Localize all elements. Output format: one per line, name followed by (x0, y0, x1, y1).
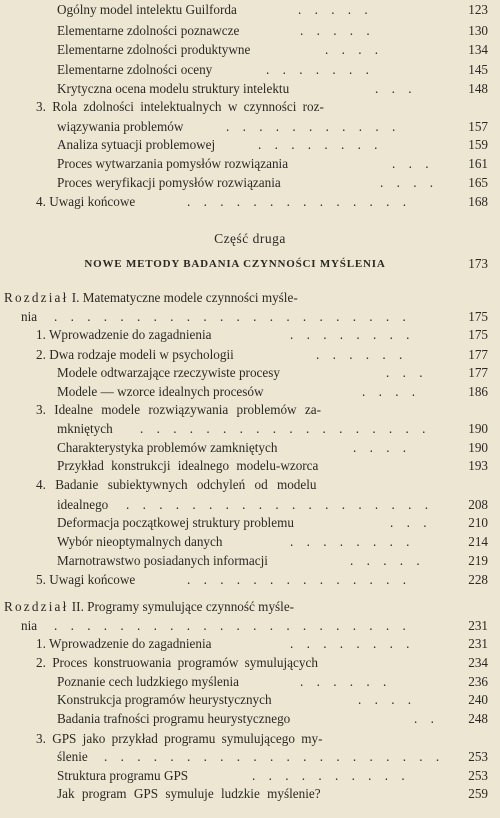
part-title: NOWE METODY BADANIA CZYNNOŚCI MYŚLENIA (84, 258, 386, 270)
toc-entry (0, 654, 500, 672)
chapter-heading-cont (0, 617, 500, 635)
toc-entry-title: Deformacja początkowej struktury problemu (57, 515, 294, 530)
toc-entry-title: ślenie (57, 749, 88, 764)
toc-entry-dots: . . . . . . . . . . . . . . . . . . . . . . (54, 618, 411, 633)
toc-entry-title: idealnego (57, 497, 109, 512)
chapter-prefix: Rozdział (4, 290, 69, 305)
toc-entry-page: 253 (468, 749, 488, 764)
toc-entry (0, 439, 500, 457)
toc-entry-dots: . . . . . . . . (290, 327, 415, 342)
toc-entry (0, 118, 500, 136)
toc-entry (0, 1, 500, 19)
toc-entry-page: 159 (468, 137, 488, 152)
toc-entry-dots: . . . . (380, 175, 439, 190)
toc-entry-page: 148 (468, 81, 488, 96)
toc-entry-page: 123 (468, 2, 488, 17)
toc-entry-dots: . . . . . . . . . . . (226, 119, 401, 134)
chapter-heading (0, 289, 500, 307)
toc-entry-dots: . . . . . . . (266, 62, 374, 77)
toc-entry-dots: . . . . . . . . (290, 636, 415, 651)
toc-entry-dots: . . . . . . . . . . . . . . . . . . (140, 421, 431, 436)
toc-entry (0, 155, 500, 173)
toc-entry-title: Wybór nieoptymalnych danych (57, 534, 223, 549)
toc-entry-title: Elementarne zdolności poznawcze (57, 23, 240, 38)
toc-entry-dots: . . . . . . . . . . (252, 768, 410, 783)
toc-entry-title: 3. Idealne modele rozwiązywania problemów za- (36, 402, 321, 417)
toc-entry (0, 730, 500, 748)
toc-entry-page: 190 (468, 440, 488, 455)
toc-entry-dots: . . . . . . (300, 674, 392, 689)
toc-entry-dots: . . . . . . . . . . . . . . . . . . . . . (104, 749, 445, 764)
toc-entry-title: 3. Rola zdolności intelektualnych w czynności roz- (36, 99, 324, 114)
toc-entry-title: wiązywania problemów (57, 119, 184, 134)
toc-entry-page: 186 (468, 384, 488, 399)
toc-entry (0, 80, 500, 98)
toc-entry-dots: . . . . . . . . . . . . . . (187, 572, 412, 587)
toc-entry (0, 22, 500, 40)
toc-entry-page: 165 (468, 175, 488, 190)
toc-entry-page: 145 (468, 62, 488, 77)
toc-entry (0, 476, 500, 494)
toc-entry-page: 161 (468, 156, 488, 171)
toc-entry (0, 174, 500, 192)
toc-entry-dots: . . . . (358, 692, 417, 707)
toc-entry (0, 514, 500, 532)
toc-entry (0, 785, 500, 803)
toc-entry-dots: . . . . (325, 42, 384, 57)
toc-entry-title: Proces wytwarzania pomysłów rozwiązania (57, 156, 289, 171)
toc-entry-title: Jak program GPS symuluje ludzkie myślenie? (57, 786, 321, 801)
chapter-title: II. Programy symulujące czynność myśle- (68, 599, 295, 614)
toc-entry-page: 130 (468, 23, 488, 38)
toc-entry-title: Modele — wzorce idealnych procesów (57, 384, 264, 399)
toc-entry-page: 175 (468, 309, 488, 324)
toc-entry (0, 346, 500, 364)
toc-entry-title: Elementarne zdolności produktywne (57, 42, 251, 57)
toc-entry-page: 175 (468, 327, 488, 342)
toc-entry (0, 364, 500, 382)
toc-entry-dots: . . . . . (350, 553, 425, 568)
toc-entry-dots: . . . . . . . . . . . . . . (187, 194, 412, 209)
chapter-title: I. Matematyczne modele czynności myśle- (68, 290, 298, 305)
toc-entry-page: 177 (468, 347, 488, 362)
toc-entry-dots: . . . (392, 156, 434, 171)
toc-entry-title: mkniętych (57, 421, 113, 436)
toc-entry-page: 231 (468, 636, 488, 651)
toc-entry-dots: . . . . . . (316, 347, 408, 362)
toc-entry-title: 1. Wprowadzenie do zagadnienia (36, 636, 212, 651)
toc-entry (0, 401, 500, 419)
toc-entry-page: 157 (468, 119, 488, 134)
toc-entry (0, 41, 500, 59)
toc-entry-title: 2. Proces konstruowania programów symulujących (36, 655, 318, 670)
toc-entry (0, 710, 500, 728)
toc-entry-title: Poznanie cech ludzkiego myślenia (57, 674, 239, 689)
toc-entry-title: Proces weryfikacji pomysłów rozwiązania (57, 175, 281, 190)
chapter-prefix: Rozdział (4, 599, 69, 614)
toc-entry-title: 4. Badanie subiektywnych odchyleń od modelu (36, 477, 317, 492)
toc-entry-title: Analiza sytuacji problemowej (57, 137, 216, 152)
toc-entry-title: Modele odtwarzające rzeczywiste procesy (57, 365, 280, 380)
toc-entry (0, 673, 500, 691)
toc-entry-dots: . . . (386, 365, 428, 380)
toc-entry-dots: . . . . (362, 384, 421, 399)
toc-entry-page: 231 (468, 618, 488, 633)
toc-entry-title: Struktura programu GPS (57, 768, 189, 783)
toc-entry-title: 5. Uwagi końcowe (36, 572, 136, 587)
toc-entry (0, 193, 500, 211)
toc-entry-page: 214 (468, 534, 488, 549)
toc-entry (0, 457, 500, 475)
toc-entry-page: 253 (468, 768, 488, 783)
toc-entry (0, 420, 500, 438)
toc-entry-dots: . . (414, 711, 439, 726)
toc-entry-title: Przykład konstrukcji idealnego modelu-wzorca (57, 458, 319, 473)
toc-entry-dots: . . . (375, 81, 417, 96)
toc-entry-page: 248 (468, 711, 488, 726)
chapter-title-cont: nia (21, 309, 38, 324)
chapter-title-cont: nia (21, 618, 38, 633)
toc-entry (0, 496, 500, 514)
toc-entry-page: 210 (468, 515, 488, 530)
toc-entry (0, 748, 500, 766)
toc-entry (0, 98, 500, 116)
toc-entry (0, 383, 500, 401)
toc-entry (0, 61, 500, 79)
toc-entry-dots: . . . . . . . . . . . . . . . . . . . . . . (54, 309, 411, 324)
toc-entry-dots: . . . . . (300, 23, 375, 38)
toc-entry (0, 571, 500, 589)
toc-entry-page: 240 (468, 692, 488, 707)
toc-entry-dots: . . . . . . . . (258, 137, 383, 152)
toc-entry-title: Konstrukcja programów heurystycznych (57, 692, 272, 707)
toc-entry (0, 552, 500, 570)
toc-entry-page: 193 (468, 458, 488, 473)
toc-entry-title: 3. GPS jako przykład programu symulującego my- (36, 731, 323, 746)
toc-entry (0, 326, 500, 344)
toc-entry-title: 2. Dwa rodzaje modeli w psychologii (36, 347, 234, 362)
toc-entry-page: 219 (468, 553, 488, 568)
chapter-heading (0, 598, 500, 616)
toc-entry (0, 533, 500, 551)
toc-entry-page: 190 (468, 421, 488, 436)
toc-entry-dots: . . . . . (298, 2, 373, 17)
toc-entry-dots: . . . (390, 515, 432, 530)
toc-entry-title: 4. Uwagi końcowe (36, 194, 136, 209)
toc-entry-page: 236 (468, 674, 488, 689)
toc-entry-page: 259 (468, 786, 488, 801)
toc-entry (0, 767, 500, 785)
toc-entry-title: Badania trafności programu heurystycznego (57, 711, 291, 726)
toc-entry-title: Marnotrawstwo posiadanych informacji (57, 553, 268, 568)
part-title-page: 173 (468, 256, 488, 271)
toc-entry-title: 1. Wprowadzenie do zagadnienia (36, 327, 212, 342)
toc-entry-dots: . . . . . . . . . . . . . . . . . . . (126, 497, 433, 512)
part-label: Część druga (214, 231, 286, 246)
toc-entry (0, 691, 500, 709)
toc-entry-dots: . . . . (353, 440, 412, 455)
toc-entry-dots: . . . . . . . . (290, 534, 415, 549)
toc-entry-page: 134 (468, 42, 488, 57)
toc-entry-page: 208 (468, 497, 488, 512)
chapter-heading-cont (0, 308, 500, 326)
toc-entry-page: 234 (468, 655, 488, 670)
toc-entry (0, 136, 500, 154)
toc-entry-title: Charakterystyka problemów zamkniętych (57, 440, 278, 455)
toc-entry-page: 228 (468, 572, 488, 587)
toc-entry-title: Ogólny model intelektu Guilforda (57, 2, 237, 17)
toc-entry-page: 177 (468, 365, 488, 380)
toc-entry-title: Elementarne zdolności oceny (57, 62, 213, 77)
toc-entry-page: 168 (468, 194, 488, 209)
toc-entry (0, 635, 500, 653)
toc-entry-title: Krytyczna ocena modelu struktury intelektu (57, 81, 290, 96)
